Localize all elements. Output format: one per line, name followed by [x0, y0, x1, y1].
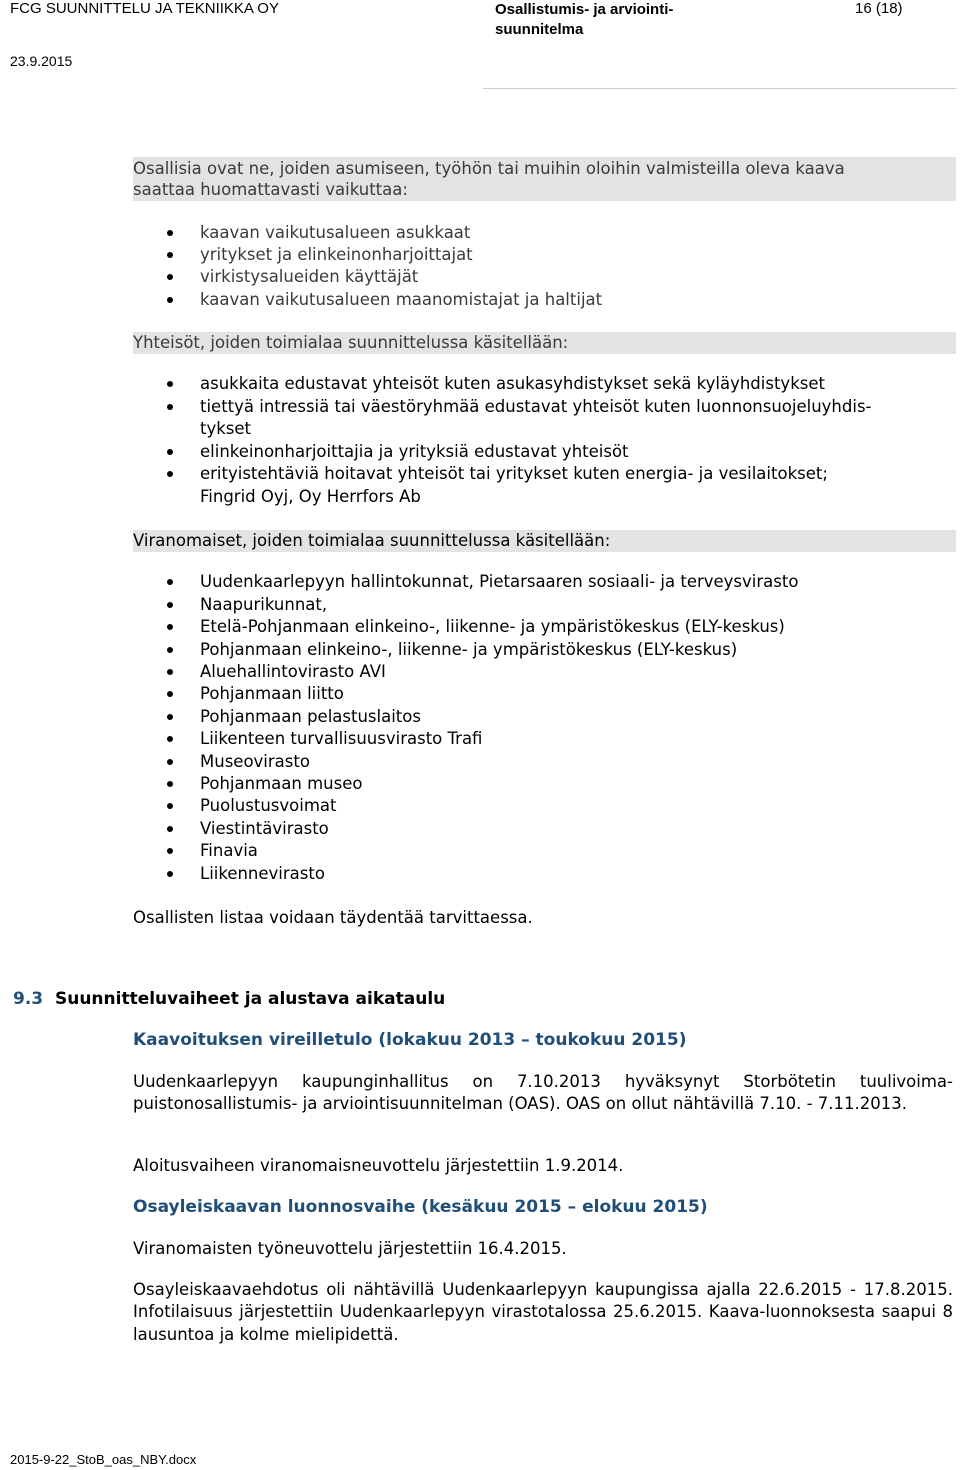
- section-number: 9.3: [13, 989, 44, 1009]
- authorities-closing: Osallisten listaa voidaan täydentää tarvittaessa.: [133, 908, 533, 927]
- bullet-icon: [167, 381, 173, 387]
- list-item: yritykset ja elinkeinonharjoittajat: [200, 245, 473, 264]
- header-divider: [483, 88, 956, 89]
- document-date: 23.9.2015: [10, 53, 73, 69]
- list-item: asukkaita edustavat yhteisöt kuten asukasyhdistykset sekä kyläyhdistykset: [200, 374, 825, 393]
- page-number: 16 (18): [855, 0, 903, 17]
- list-item: Pohjanmaan liitto: [200, 684, 344, 703]
- list-item: virkistysalueiden käyttäjät: [200, 267, 419, 286]
- list-item: Viestintävirasto: [200, 819, 329, 838]
- bullet-icon: [167, 714, 173, 720]
- list-item: Finavia: [200, 841, 258, 860]
- bullet-icon: [167, 736, 173, 742]
- intro-line-1: Osallisia ovat ne, joiden asumiseen, työhön tai muihin oloihin valmisteilla oleva kaava: [133, 159, 845, 178]
- bullet-icon: [167, 826, 173, 832]
- company-name: FCG SUUNNITTELU JA TEKNIIKKA OY: [10, 0, 279, 17]
- list-item: Pohjanmaan pelastuslaitos: [200, 707, 421, 726]
- list-item-continuation: tykset: [200, 419, 252, 438]
- list-item: Aluehallintovirasto AVI: [200, 662, 386, 681]
- bullet-icon: [167, 647, 173, 653]
- bullet-icon: [167, 471, 173, 477]
- bullet-icon: [167, 871, 173, 877]
- bullet-icon: [167, 691, 173, 697]
- document-title: Osallistumis- ja arviointi-suunnitelma: [495, 1, 674, 38]
- bullet-icon: [167, 274, 173, 280]
- bullet-icon: [167, 252, 173, 258]
- intro-line-2: saattaa huomattavasti vaikuttaa:: [133, 180, 408, 199]
- phase1-paragraph-1: Uudenkaarlepyyn kaupunginhallitus on 7.10.2013 hyväksynyt Storbötetin tuulivoima-puistonosallistumis- ja arviointisuunnitelman (OAS). OAS on ollut nähtävillä 7.10. - 7.11.2013.: [133, 1072, 953, 1114]
- bullet-icon: [167, 669, 173, 675]
- list-item: Museovirasto: [200, 752, 310, 771]
- list-item: Uudenkaarlepyyn hallintokunnat, Pietarsaaren sosiaali- ja terveysvirasto: [200, 572, 799, 591]
- bullet-icon: [167, 759, 173, 765]
- bullet-icon: [167, 449, 173, 455]
- phase1-heading: Kaavoituksen vireilletulo (lokakuu 2013 – toukokuu 2015): [133, 1030, 687, 1050]
- list-item: Liikennevirasto: [200, 864, 325, 883]
- list-item: Puolustusvoimat: [200, 796, 337, 815]
- bullet-icon: [167, 297, 173, 303]
- list-item: Naapurikunnat,: [200, 595, 328, 614]
- list-item: Etelä-Pohjanmaan elinkeino-, liikenne- ja ympäristökeskus (ELY-keskus): [200, 617, 785, 636]
- section-title: Suunnitteluvaiheet ja alustava aikataulu: [54, 989, 446, 1009]
- list-item: Pohjanmaan elinkeino-, liikenne- ja ympäristökeskus (ELY-keskus): [200, 640, 738, 659]
- bullet-icon: [167, 781, 173, 787]
- authorities-heading: Viranomaiset, joiden toimialaa suunnittelussa käsitellään:: [133, 531, 611, 550]
- list-item: Pohjanmaan museo: [200, 774, 363, 793]
- phase1-paragraph-2: Aloitusvaiheen viranomaisneuvottelu järjestettiin 1.9.2014.: [133, 1156, 624, 1175]
- bullet-icon: [167, 803, 173, 809]
- bullet-icon: [167, 579, 173, 585]
- bullet-icon: [167, 602, 173, 608]
- list-item-continuation: Fingrid Oyj, Oy Herrfors Ab: [200, 487, 421, 506]
- list-item: kaavan vaikutusalueen asukkaat: [200, 223, 471, 242]
- phase2-heading: Osayleiskaavan luonnosvaihe (kesäkuu 2015 – elokuu 2015): [133, 1197, 708, 1217]
- communities-heading: Yhteisöt, joiden toimialaa suunnittelussa käsitellään:: [133, 333, 569, 352]
- bullet-icon: [167, 624, 173, 630]
- list-item: Liikenteen turvallisuusvirasto Trafi: [200, 729, 483, 748]
- list-item: tiettyä intressiä tai väestöryhmää edustavat yhteisöt kuten luonnonsuojeluyhdis-: [200, 397, 872, 416]
- list-item: elinkeinonharjoittajia ja yrityksiä edustavat yhteisöt: [200, 442, 629, 461]
- bullet-icon: [167, 404, 173, 410]
- phase2-paragraph-1: Viranomaisten työneuvottelu järjestettiin 16.4.2015.: [133, 1239, 567, 1258]
- phase2-paragraph-2: Osayleiskaavaehdotus oli nähtävillä Uudenkaarlepyyn kaupungissa ajalla 22.6.2015 - 17.8.2015. Infotilaisuus järjestettiin Uudenkaarlepyyn virastotalossa 25.6.2015. Kaava-luonnoksesta saapui 8 lausuntoa ja kolme mielipidettä.: [133, 1280, 953, 1344]
- footer-filename: 2015-9-22_StoB_oas_NBY.docx: [10, 1452, 197, 1467]
- section-heading: [13, 989, 445, 1009]
- bullet-icon: [167, 848, 173, 854]
- list-item: kaavan vaikutusalueen maanomistajat ja haltijat: [200, 290, 603, 309]
- list-item: erityistehtäviä hoitavat yhteisöt tai yritykset kuten energia- ja vesilaitokset;: [200, 464, 828, 483]
- bullet-icon: [167, 230, 173, 236]
